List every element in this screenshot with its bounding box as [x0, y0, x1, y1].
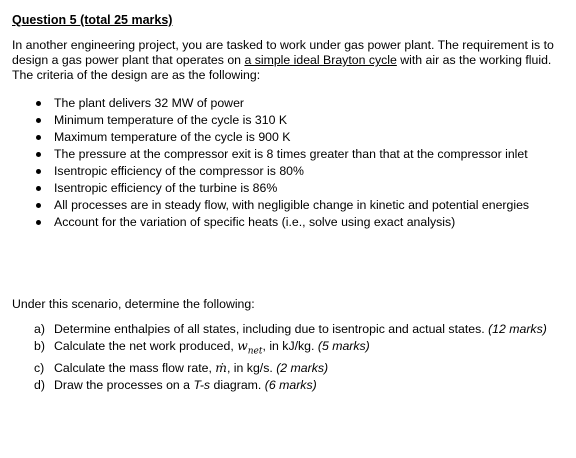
ts-diagram-term: T-s — [193, 378, 211, 393]
symbol-base: w — [237, 339, 248, 353]
task-marks: (5 marks) — [317, 339, 370, 353]
task-text: Determine enthalpies of all states, including due to isentropic and actual states. — [54, 322, 489, 336]
task-marks: (2 marks) — [276, 361, 329, 376]
task-list — [34, 322, 554, 395]
question-heading: Question 5 (total 25 marks) — [12, 13, 173, 27]
symbol-subscript: net — [247, 346, 263, 357]
brayton-cycle-underlined-text: a simple ideal Brayton cycle — [244, 53, 397, 67]
task-marker: a) — [34, 322, 45, 336]
task-marks: (12 marks) — [488, 322, 547, 336]
criteria-item-compressor-efficiency: Isentropic efficiency of the compressor is 80% — [36, 164, 536, 179]
task-text: , in kJ/kg. — [262, 339, 318, 353]
task-text: , in kg/s. — [226, 361, 277, 376]
task-text: Draw the processes on a — [54, 378, 194, 393]
criteria-item-power: The plant delivers 32 MW of power — [36, 96, 536, 111]
intro-text-end: with air as the working fluid. The criteria of the design are as the following: — [12, 53, 552, 82]
criteria-item-pressure-ratio: The pressure at the compressor exit is 8 times greater than that at the compressor inlet — [36, 147, 536, 162]
task-text: Calculate the mass flow rate, — [54, 361, 216, 376]
intro-paragraph — [12, 38, 564, 83]
criteria-item-max-temperature: Maximum temperature of the cycle is 900 K — [36, 130, 536, 145]
task-item-b — [34, 339, 554, 359]
task-item-c — [34, 361, 554, 376]
criteria-item-steady-flow: All processes are in steady flow, with negligible change in kinetic and potential energies — [36, 198, 536, 213]
task-marker: b) — [34, 339, 45, 353]
criteria-item-min-temperature: Minimum temperature of the cycle is 310 K — [36, 113, 536, 128]
intro-text-start: In another engineering project, you are tasked to work under gas power plant. The requirement is to design a gas power plant that operates on — [12, 38, 554, 67]
scenario-text: Under this scenario, determine the following: — [12, 297, 255, 311]
task-text: diagram. — [210, 378, 265, 393]
design-criteria-list — [36, 96, 536, 232]
criteria-item-turbine-efficiency: Isentropic efficiency of the turbine is 86% — [36, 181, 536, 196]
net-work-symbol — [237, 339, 263, 357]
task-item-a — [34, 322, 554, 337]
mass-flow-symbol: ṁ — [215, 361, 227, 376]
criteria-item-specific-heats: Account for the variation of specific heats (i.e., solve using exact analysis) — [36, 215, 536, 230]
task-text: Calculate the net work produced, — [54, 339, 238, 353]
task-item-d — [34, 378, 554, 393]
task-marker: c) — [34, 361, 45, 376]
task-marker: d) — [34, 378, 45, 393]
task-marks: (6 marks) — [264, 378, 317, 393]
